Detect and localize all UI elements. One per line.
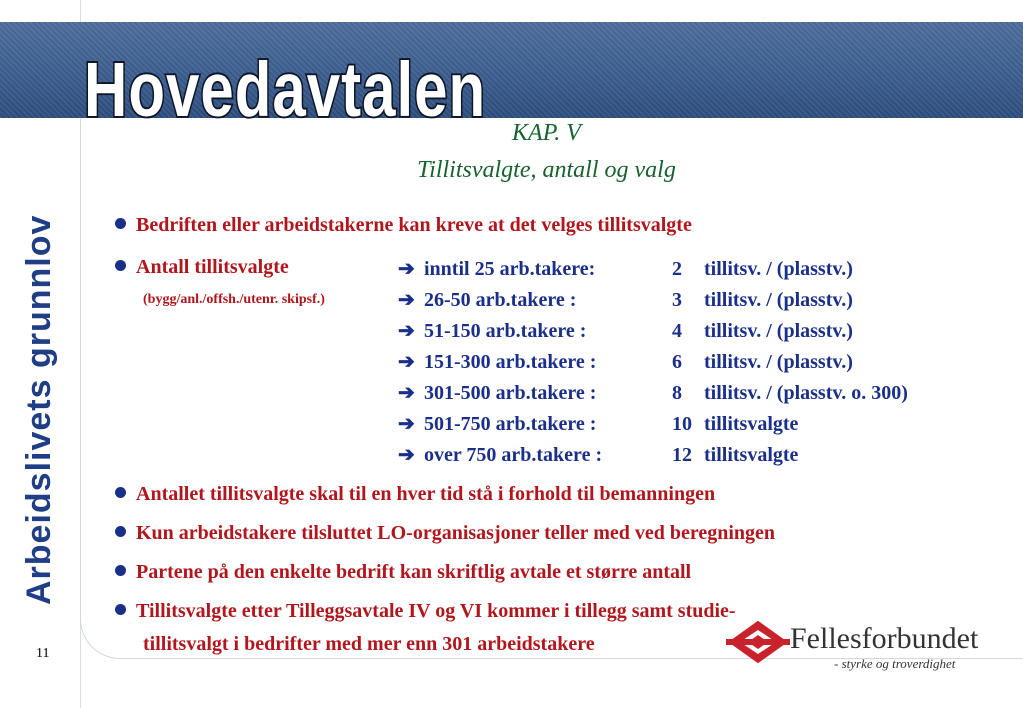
arrow-right-icon: ➔ [398,382,415,404]
bullet-subnote: (bygg/anl./offsh./utenr. skipsf.) [143,292,325,307]
bullet-dot-icon [115,526,126,537]
vertical-title: Arbeidslivets grunnlov [20,214,58,605]
bullet-dot-icon [115,487,126,498]
bullet-dot-icon [115,218,126,229]
bullet-item: Antallet tillitsvalgte skal til en hver tid stå i forhold til bemanningen [115,483,715,506]
bullet-item: Bedriften eller arbeidstakerne kan kreve at det velges tillitsvalgte [115,214,692,237]
arrow-right-icon: ➔ [398,289,415,311]
bullet-item: Kun arbeidstakere tilsluttet LO-organisasjoner teller med ved beregningen [115,522,775,545]
arrow-right-icon: ➔ [398,444,415,466]
bullet-continuation: tillitsvalgt i bedrifter med mer enn 301 arbeidstakere [143,633,595,655]
staffing-row: ➔ 51-150 arb.takere : 4 tillitsv. / (plasstv.) [398,320,853,342]
chapter-label: KAP. V [512,120,581,146]
staffing-row: ➔ over 750 arb.takere : 12 tillitsvalgte [398,444,799,466]
logo-slogan: - styrke og troverdighet [834,656,956,671]
header-title: Hovedavtalen [84,46,487,133]
fellesforbundet-logo-icon [726,618,790,666]
bullet-dot-icon [115,260,126,271]
arrow-right-icon: ➔ [398,320,415,342]
page-number: 11 [36,646,50,661]
bullet-item: Antall tillitsvalgte [115,256,289,279]
logo-name: Fellesforbundet [790,622,979,655]
bullet-item: Tillitsvalgte etter Tilleggsavtale IV og VI kommer i tillegg samt studie- [115,600,736,623]
arrow-right-icon: ➔ [398,413,415,435]
chapter-subtitle: Tillitsvalgte, antall og valg [417,157,676,183]
bullet-dot-icon [115,565,126,576]
staffing-row: ➔ 151-300 arb.takere : 6 tillitsv. / (plasstv.) [398,351,853,373]
arrow-right-icon: ➔ [398,351,415,373]
staffing-row: ➔ 26-50 arb.takere : 3 tillitsv. / (plasstv.) [398,289,853,311]
staffing-row: ➔ 501-750 arb.takere : 10 tillitsvalgte [398,413,799,435]
bullet-item: Partene på den enkelte bedrift kan skriftlig avtale et større antall [115,561,691,584]
staffing-row: ➔ inntil 25 arb.takere: 2 tillitsv. / (plasstv.) [398,258,853,280]
bullet-dot-icon [115,604,126,615]
arrow-right-icon: ➔ [398,258,415,280]
staffing-row: ➔ 301-500 arb.takere : 8 tillitsv. / (plasstv. o. 300) [398,382,908,404]
